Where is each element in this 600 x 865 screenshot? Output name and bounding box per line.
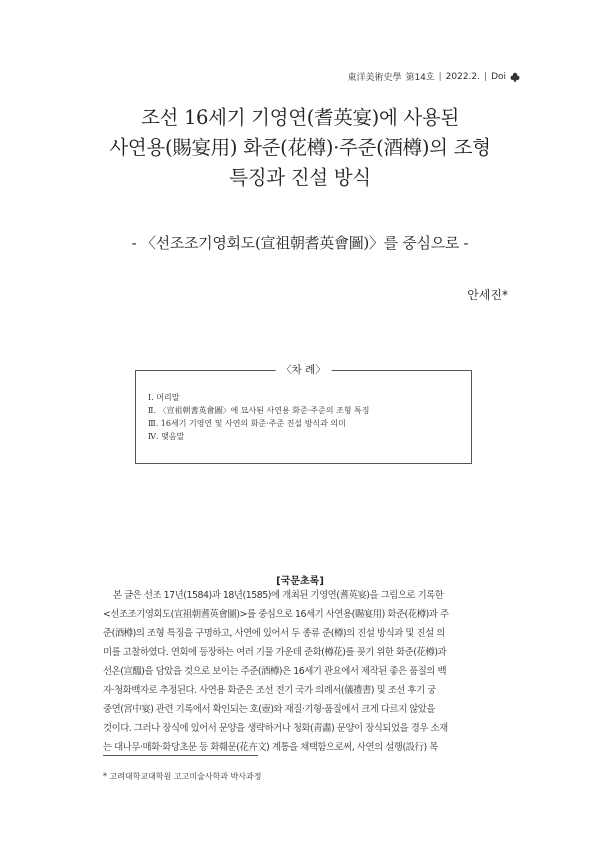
abstract-line: 선온(宣醞)을 담았을 것으로 보이는 주준(酒樽)은 16세기 관요에서 제작된 좋은 품질의 백 (103, 666, 447, 677)
paper-title (0, 103, 600, 193)
abstract-line: 는 대나무·매화·화당초문 등 화훼문(花卉文) 계통을 채택함으로써, 사연의 설행(設行) 목 (103, 742, 438, 753)
title-line: 특징과 진설 방식 (229, 166, 371, 189)
title-line: 사연용(賜宴用) 화준(花樽)·주준(酒樽)의 조형 (109, 136, 491, 159)
toc-title: 〈차 례〉 (275, 362, 332, 377)
table-of-contents (135, 364, 472, 464)
abstract-line: 준(酒樽)의 조형 특징을 구명하고, 사연에 있어서 두 종류 준(樽)의 진설 방식과 및 진설 의 (103, 628, 445, 639)
toc-item: Ⅰ. 머리말 (148, 393, 180, 402)
doi-label: Doi (491, 71, 506, 82)
toc-list (148, 391, 461, 443)
abstract-body (103, 586, 501, 757)
toc-item: Ⅲ. 16세기 기영연 및 사연의 화준·주준 진설 방식과 의미 (148, 419, 346, 428)
footnote-divider (103, 755, 258, 756)
journal-name: 東洋美術史學 (347, 73, 402, 83)
separator: | (484, 71, 488, 82)
paper-subtitle: - 〈선조조기영회도(宣祖朝耆英會圖)〉를 중심으로 - (131, 234, 469, 252)
abstract-line: 자·청화백자로 추정된다. 사연용 화준은 조선 전기 국가 의례서(儀禮書) 및 조선 후기 궁 (103, 685, 436, 696)
issue-number: 第14호 (405, 73, 435, 83)
toc-item: Ⅳ. 맺음말 (148, 432, 185, 441)
issue-date: 2022.2. (445, 71, 481, 82)
author-name: 안세진* (467, 288, 508, 302)
footnote: * 고려대학교대학원 고고미술사학과 박사과정 (103, 772, 262, 781)
abstract-line: 것이다. 그러나 장식에 있어서 문양을 생략하거나 청화(靑畵) 문양이 장식되었을 경우 소재 (103, 723, 448, 734)
title-line: 조선 16세기 기영연(耆英宴)에 사용된 (140, 106, 460, 129)
abstract-line: <선조조기영회도(宣祖朝耆英會圖)>를 중심으로 16세기 사연용(賜宴用) 화준(花樽)과 주 (103, 609, 449, 620)
abstract-line: 중연(宮中宴) 관련 기록에서 확인되는 호(壺)와 재질·기형·품질에서 크게 다르지 않았을 (103, 704, 436, 715)
abstract-line: 본 글은 선조 17년(1584)과 18년(1585)에 개최된 기영연(耆英宴)을 그림으로 기록한 (113, 590, 444, 601)
club-icon (510, 72, 520, 82)
running-head (347, 70, 520, 83)
abstract-heading: [국문초록] (276, 576, 324, 587)
toc-item: Ⅱ. 〈宣祖朝耆英會圖〉에 묘사된 사연용 화준·주준의 조형 특징 (148, 406, 370, 415)
abstract-line: 미를 고찰하였다. 연회에 등장하는 여러 기물 가운데 준화(樽花)를 꽂기 위한 화준(花樽)과 (103, 647, 447, 658)
separator: | (438, 71, 442, 82)
